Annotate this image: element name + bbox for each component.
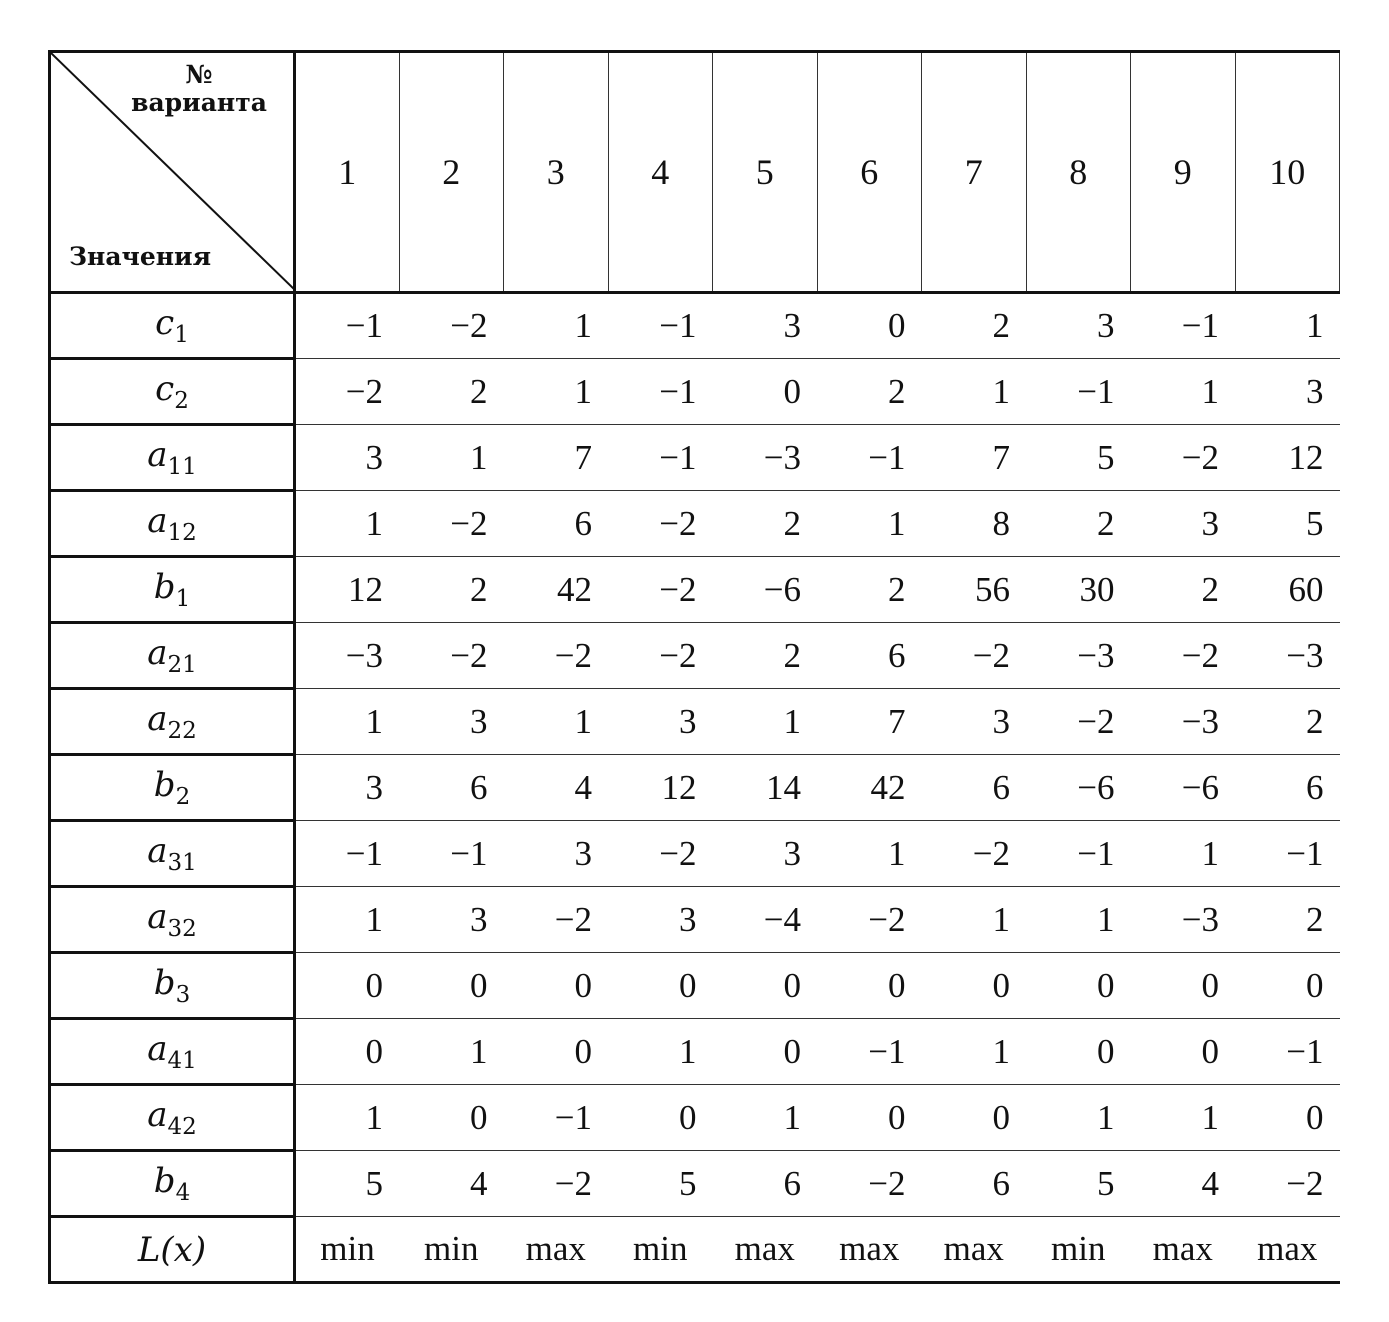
row-variable: c [155, 369, 175, 409]
table-cell: 1 [504, 359, 609, 425]
table-cell: 3 [713, 293, 818, 359]
table-cell: 14 [713, 755, 818, 821]
table-cell: −2 [399, 491, 504, 557]
table-cell: −3 [1026, 623, 1131, 689]
table-cell: 3 [504, 821, 609, 887]
table-cell: −2 [608, 491, 713, 557]
table-cell: 2 [817, 359, 922, 425]
row-subscript: 2 [175, 784, 191, 810]
table-cell: 7 [817, 689, 922, 755]
table-cell: 12 [608, 755, 713, 821]
table-row [50, 425, 1340, 491]
table-cell: 2 [817, 557, 922, 623]
table-cell: 4 [1131, 1151, 1236, 1217]
table-row [50, 623, 1340, 689]
table-cell: 3 [399, 689, 504, 755]
table-cell: −1 [608, 359, 713, 425]
table-cell: −3 [1131, 689, 1236, 755]
table-cell: −1 [608, 425, 713, 491]
table-cell: −1 [1131, 293, 1236, 359]
table-cell: 0 [922, 1085, 1027, 1151]
table-cell: 1 [922, 887, 1027, 953]
table-row [50, 689, 1340, 755]
table-cell: 6 [922, 1151, 1027, 1217]
table-row [50, 491, 1340, 557]
table-row [50, 1019, 1340, 1085]
row-subscript: 22 [167, 718, 197, 744]
variant-word: варианта [131, 88, 267, 117]
variant-number-label [109, 61, 289, 117]
table-cell: −1 [295, 821, 400, 887]
table-cell: 0 [504, 953, 609, 1019]
table-cell: 1 [1131, 1085, 1236, 1151]
table-cell: 7 [504, 425, 609, 491]
table-cell: 1 [399, 425, 504, 491]
table-cell: −3 [713, 425, 818, 491]
variant-header-6: 6 [817, 52, 922, 293]
table-cell: 0 [295, 1019, 400, 1085]
row-label [50, 557, 295, 623]
row-label [50, 1151, 295, 1217]
objective-cell: min [295, 1217, 400, 1283]
table-cell: 12 [1235, 425, 1340, 491]
row-variable: c [155, 303, 175, 343]
table-cell: 1 [504, 689, 609, 755]
row-label [50, 1085, 295, 1151]
table-cell: 6 [713, 1151, 818, 1217]
variant-header-8: 8 [1026, 52, 1131, 293]
table-cell: 6 [504, 491, 609, 557]
table-cell: 0 [817, 953, 922, 1019]
table-cell: 1 [1131, 359, 1236, 425]
table-cell: −1 [1026, 359, 1131, 425]
table-cell: 1 [504, 293, 609, 359]
table-cell: −1 [504, 1085, 609, 1151]
variant-header-7: 7 [922, 52, 1027, 293]
table-cell: 6 [922, 755, 1027, 821]
table-cell: 6 [1235, 755, 1340, 821]
table-cell: 5 [1026, 425, 1131, 491]
table-cell: −2 [922, 821, 1027, 887]
row-label [50, 821, 295, 887]
row-variable: b [153, 567, 176, 607]
table-cell: 42 [817, 755, 922, 821]
table-cell: 0 [817, 1085, 922, 1151]
table-cell: 30 [1026, 557, 1131, 623]
table-cell: 2 [1235, 887, 1340, 953]
row-label [50, 755, 295, 821]
variant-header-4: 4 [608, 52, 713, 293]
table-cell: −2 [1131, 623, 1236, 689]
objective-cell: min [608, 1217, 713, 1283]
table-cell: 1 [922, 359, 1027, 425]
objective-cell: max [817, 1217, 922, 1283]
table-row [50, 953, 1340, 1019]
table-cell: 3 [295, 755, 400, 821]
table-cell: 3 [1235, 359, 1340, 425]
variant-header-9: 9 [1131, 52, 1236, 293]
table-cell: 60 [1235, 557, 1340, 623]
table-cell: 0 [399, 1085, 504, 1151]
table-cell: −2 [608, 623, 713, 689]
table-cell: 3 [295, 425, 400, 491]
row-variable: b [153, 765, 176, 805]
row-variable: a [147, 897, 168, 937]
row-subscript: 31 [167, 850, 197, 876]
table-cell: 0 [1131, 1019, 1236, 1085]
table-cell: −2 [608, 821, 713, 887]
table-cell: 2 [922, 293, 1027, 359]
table-cell: 2 [1131, 557, 1236, 623]
table-cell: −4 [713, 887, 818, 953]
row-subscript: 1 [175, 586, 191, 612]
row-subscript: 12 [167, 520, 197, 546]
table-cell: 0 [399, 953, 504, 1019]
table-cell: 5 [295, 1151, 400, 1217]
table-cell: 2 [713, 623, 818, 689]
table-row [50, 755, 1340, 821]
table-cell: −3 [1235, 623, 1340, 689]
objective-row [50, 1217, 1340, 1283]
corner-header-cell [50, 52, 295, 293]
row-subscript: 1 [174, 322, 189, 348]
table-row [50, 359, 1340, 425]
table-cell: 42 [504, 557, 609, 623]
table-row [50, 1085, 1340, 1151]
table-cell: 56 [922, 557, 1027, 623]
table-cell: −1 [1235, 1019, 1340, 1085]
table-cell: 1 [1131, 821, 1236, 887]
table-row [50, 557, 1340, 623]
objective-cell: min [1026, 1217, 1131, 1283]
table-cell: 1 [713, 689, 818, 755]
table-cell: −1 [1235, 821, 1340, 887]
table-cell: −1 [1026, 821, 1131, 887]
table-cell: 8 [922, 491, 1027, 557]
table-cell: 0 [1026, 1019, 1131, 1085]
table-cell: 3 [713, 821, 818, 887]
table-cell: 1 [295, 887, 400, 953]
table-cell: 1 [713, 1085, 818, 1151]
table-cell: 1 [1026, 1085, 1131, 1151]
variants-table-sheet [48, 50, 1338, 1284]
table-cell: 3 [399, 887, 504, 953]
row-label [50, 689, 295, 755]
table-cell: 6 [399, 755, 504, 821]
objective-cell: max [1235, 1217, 1340, 1283]
row-subscript: 3 [175, 982, 191, 1008]
table-cell: 0 [1026, 953, 1131, 1019]
table-cell: 3 [1131, 491, 1236, 557]
row-label [50, 425, 295, 491]
table-cell: 4 [504, 755, 609, 821]
row-subscript: 4 [175, 1180, 191, 1206]
variant-number-sign: № [185, 60, 213, 89]
row-label [50, 359, 295, 425]
table-cell: −3 [295, 623, 400, 689]
table-cell: 0 [295, 953, 400, 1019]
table-cell: 1 [817, 821, 922, 887]
header-row [50, 52, 1340, 293]
table-cell: −1 [295, 293, 400, 359]
table-cell: 2 [399, 359, 504, 425]
table-cell: 12 [295, 557, 400, 623]
table-cell: 0 [713, 359, 818, 425]
table-body [50, 293, 1340, 1283]
table-cell: −2 [817, 1151, 922, 1217]
row-label [50, 1019, 295, 1085]
objective-cell: max [922, 1217, 1027, 1283]
table-cell: −1 [817, 425, 922, 491]
table-cell: 0 [817, 293, 922, 359]
table-cell: 1 [1235, 293, 1340, 359]
values-label: Значения [69, 242, 212, 271]
row-subscript: 21 [167, 652, 197, 678]
row-subscript: 41 [167, 1048, 197, 1074]
table-cell: −6 [1026, 755, 1131, 821]
table-cell: 1 [295, 491, 400, 557]
table-cell: 1 [295, 1085, 400, 1151]
table-cell: −2 [1026, 689, 1131, 755]
table-cell: −2 [295, 359, 400, 425]
table-cell: 0 [608, 953, 713, 1019]
table-cell: 0 [1235, 1085, 1340, 1151]
table-cell: 0 [1131, 953, 1236, 1019]
row-label [50, 953, 295, 1019]
table-cell: −1 [817, 1019, 922, 1085]
objective-cell: max [504, 1217, 609, 1283]
table-cell: 0 [922, 953, 1027, 1019]
objective-cell: min [399, 1217, 504, 1283]
table-cell: 5 [1235, 491, 1340, 557]
table-cell: 2 [1026, 491, 1131, 557]
table-row [50, 887, 1340, 953]
row-variable: b [153, 963, 176, 1003]
variant-header-3: 3 [504, 52, 609, 293]
table-cell: 3 [608, 887, 713, 953]
row-variable: b [153, 1161, 176, 1201]
table-cell: 6 [817, 623, 922, 689]
table-cell: −2 [608, 557, 713, 623]
objective-cell: max [713, 1217, 818, 1283]
row-variable: a [147, 1095, 168, 1135]
table-cell: 1 [1026, 887, 1131, 953]
row-variable: a [147, 699, 168, 739]
table-cell: 1 [399, 1019, 504, 1085]
table-cell: 3 [1026, 293, 1131, 359]
table-cell: −2 [922, 623, 1027, 689]
table-cell: −2 [504, 887, 609, 953]
table-cell: 5 [1026, 1151, 1131, 1217]
variant-header-5: 5 [713, 52, 818, 293]
objective-cell: max [1131, 1217, 1236, 1283]
table-cell: 7 [922, 425, 1027, 491]
row-subscript: 11 [167, 454, 197, 480]
table-cell: −1 [608, 293, 713, 359]
table-cell: −6 [1131, 755, 1236, 821]
row-variable: a [147, 1029, 168, 1069]
table-cell: 2 [713, 491, 818, 557]
row-label [50, 491, 295, 557]
objective-label: L(x) [50, 1217, 295, 1283]
table-cell: −2 [1235, 1151, 1340, 1217]
row-subscript: 2 [174, 388, 189, 414]
table-cell: −2 [399, 293, 504, 359]
table-cell: 2 [399, 557, 504, 623]
variant-header-1: 1 [295, 52, 400, 293]
table-cell: −2 [504, 623, 609, 689]
table-cell: −6 [713, 557, 818, 623]
row-label [50, 887, 295, 953]
table-cell: 1 [922, 1019, 1027, 1085]
table-cell: 5 [608, 1151, 713, 1217]
table-cell: 1 [817, 491, 922, 557]
row-label [50, 293, 295, 359]
row-subscript: 32 [167, 916, 197, 942]
row-variable: a [147, 501, 168, 541]
row-variable: a [147, 633, 168, 673]
table-cell: 1 [295, 689, 400, 755]
table-row [50, 821, 1340, 887]
table-cell: 3 [922, 689, 1027, 755]
table-cell: 0 [608, 1085, 713, 1151]
table-cell: 3 [608, 689, 713, 755]
row-subscript: 42 [167, 1114, 197, 1140]
row-variable: a [147, 831, 168, 871]
table-cell: 0 [1235, 953, 1340, 1019]
table-cell: 1 [608, 1019, 713, 1085]
variant-header-2: 2 [399, 52, 504, 293]
variants-table [48, 50, 1340, 1284]
table-cell: 0 [713, 1019, 818, 1085]
table-cell: −2 [504, 1151, 609, 1217]
table-cell: −2 [399, 623, 504, 689]
table-cell: 0 [504, 1019, 609, 1085]
table-cell: 4 [399, 1151, 504, 1217]
table-cell: −1 [399, 821, 504, 887]
table-cell: 0 [713, 953, 818, 1019]
table-cell: −2 [1131, 425, 1236, 491]
row-variable: a [147, 435, 168, 475]
table-row [50, 293, 1340, 359]
variant-header-10: 10 [1235, 52, 1340, 293]
row-label [50, 623, 295, 689]
table-cell: 2 [1235, 689, 1340, 755]
table-cell: −3 [1131, 887, 1236, 953]
table-row [50, 1151, 1340, 1217]
table-cell: −2 [817, 887, 922, 953]
